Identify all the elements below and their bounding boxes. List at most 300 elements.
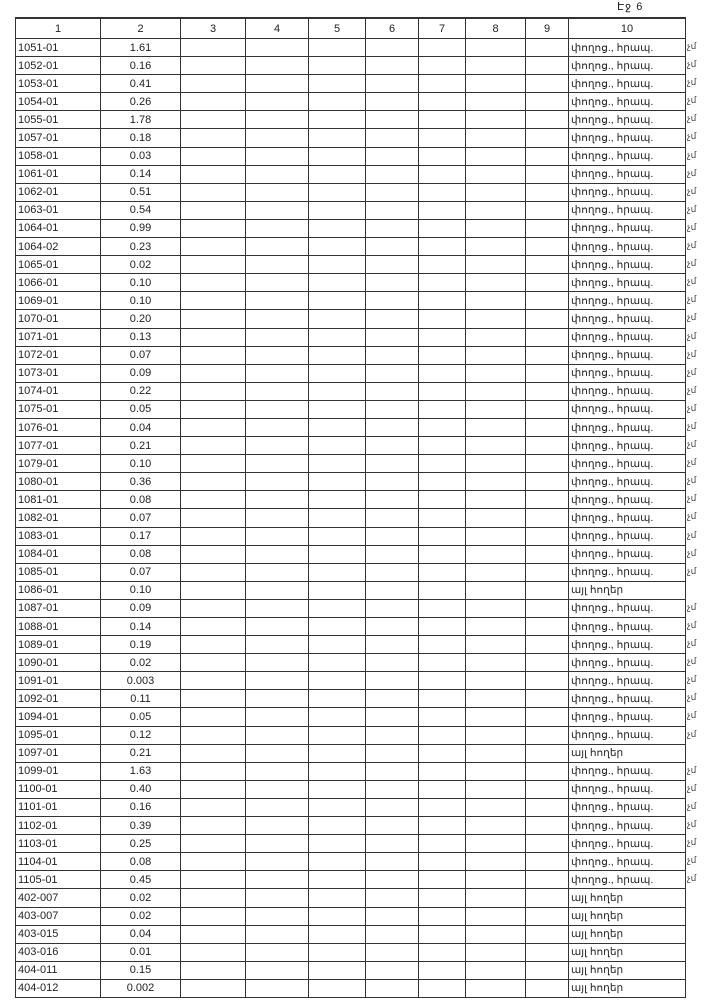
empty-cell-col5	[309, 853, 366, 871]
land-use-cell	[569, 961, 686, 979]
empty-cell-col9	[526, 93, 569, 111]
land-use: փողոց., հրապ.	[571, 692, 654, 705]
parcel-code: 1055-01	[16, 111, 101, 129]
empty-cell-col9	[526, 310, 569, 328]
empty-cell-col8	[466, 581, 526, 599]
area-value: 0.02	[101, 907, 181, 925]
land-use: փողոց., հրապ.	[571, 475, 654, 488]
empty-cell-col4	[246, 455, 309, 473]
empty-cell-col6	[366, 382, 419, 400]
area-value: 0.21	[101, 744, 181, 762]
empty-cell-col4	[246, 57, 309, 75]
area-value: 0.09	[101, 599, 181, 617]
margin-mark: չմ	[687, 439, 697, 450]
empty-cell-col8	[466, 382, 526, 400]
land-use: այլ հողեր	[571, 584, 624, 597]
empty-cell-col4	[246, 256, 309, 274]
empty-cell-col3	[181, 817, 246, 835]
table-row	[16, 527, 686, 545]
empty-cell-col9	[526, 75, 569, 93]
table-row	[16, 310, 686, 328]
empty-cell-col9	[526, 364, 569, 382]
empty-cell-col6	[366, 57, 419, 75]
parcel-code: 1064-01	[16, 219, 101, 237]
empty-cell-col7	[419, 889, 466, 907]
column-header: 6	[366, 18, 419, 39]
empty-cell-col8	[466, 563, 526, 581]
empty-cell-col6	[366, 853, 419, 871]
empty-cell-col3	[181, 75, 246, 93]
area-value: 0.10	[101, 581, 181, 599]
empty-cell-col6	[366, 925, 419, 943]
empty-cell-col6	[366, 708, 419, 726]
area-value: 0.41	[101, 75, 181, 93]
empty-cell-col6	[366, 654, 419, 672]
empty-cell-col4	[246, 762, 309, 780]
margin-mark: չմ	[687, 294, 697, 305]
empty-cell-col3	[181, 563, 246, 581]
parcel-code: 1092-01	[16, 690, 101, 708]
parcel-code: 1094-01	[16, 708, 101, 726]
area-value: 0.10	[101, 292, 181, 310]
land-use: փողոց., հրապ.	[571, 566, 654, 579]
margin-mark: չմ	[687, 131, 697, 142]
parcel-code: 1095-01	[16, 726, 101, 744]
empty-cell-col7	[419, 93, 466, 111]
empty-cell-col6	[366, 943, 419, 961]
parcel-code: 1102-01	[16, 817, 101, 835]
empty-cell-col9	[526, 744, 569, 762]
empty-cell-col4	[246, 744, 309, 762]
empty-cell-col6	[366, 599, 419, 617]
empty-cell-col5	[309, 201, 366, 219]
table-row	[16, 382, 686, 400]
empty-cell-col9	[526, 527, 569, 545]
empty-cell-col4	[246, 618, 309, 636]
area-value: 0.02	[101, 654, 181, 672]
empty-cell-col7	[419, 400, 466, 418]
land-use-cell	[569, 201, 697, 219]
empty-cell-col5	[309, 219, 366, 237]
empty-cell-col9	[526, 690, 569, 708]
margin-mark: չմ	[687, 240, 697, 251]
empty-cell-col5	[309, 491, 366, 509]
empty-cell-col8	[466, 509, 526, 527]
land-use: փողոց., հրապ.	[571, 620, 654, 633]
empty-cell-col3	[181, 346, 246, 364]
empty-cell-col9	[526, 889, 569, 907]
land-use: փողոց., հրապ.	[571, 783, 654, 796]
empty-cell-col5	[309, 563, 366, 581]
area-value: 0.002	[101, 979, 181, 997]
empty-cell-col5	[309, 690, 366, 708]
empty-cell-col9	[526, 129, 569, 147]
empty-cell-col9	[526, 382, 569, 400]
empty-cell-col5	[309, 93, 366, 111]
empty-cell-col6	[366, 563, 419, 581]
empty-cell-col9	[526, 817, 569, 835]
empty-cell-col3	[181, 726, 246, 744]
empty-cell-col6	[366, 400, 419, 418]
column-header: 2	[101, 18, 181, 39]
empty-cell-col3	[181, 382, 246, 400]
empty-cell-col8	[466, 961, 526, 979]
empty-cell-col5	[309, 907, 366, 925]
margin-mark: չմ	[687, 511, 697, 522]
land-use-cell	[569, 310, 697, 328]
empty-cell-col6	[366, 39, 419, 57]
empty-cell-col3	[181, 57, 246, 75]
parcel-code: 1080-01	[16, 473, 101, 491]
empty-cell-col5	[309, 111, 366, 129]
area-value: 0.04	[101, 418, 181, 436]
empty-cell-col3	[181, 762, 246, 780]
land-use: փողոց., հրապ.	[571, 855, 654, 868]
land-use-cell	[569, 57, 697, 75]
parcel-code: 1074-01	[16, 382, 101, 400]
empty-cell-col8	[466, 238, 526, 256]
table-row	[16, 835, 686, 853]
margin-mark: չմ	[687, 221, 697, 232]
empty-cell-col8	[466, 274, 526, 292]
margin-mark: չմ	[687, 203, 697, 214]
parcel-code: 1052-01	[16, 57, 101, 75]
empty-cell-col6	[366, 219, 419, 237]
empty-cell-col9	[526, 563, 569, 581]
empty-cell-col8	[466, 201, 526, 219]
empty-cell-col7	[419, 147, 466, 165]
margin-mark: չմ	[687, 149, 697, 160]
land-use-cell	[569, 527, 697, 545]
parcel-code: 1082-01	[16, 509, 101, 527]
area-value: 0.18	[101, 129, 181, 147]
empty-cell-col8	[466, 889, 526, 907]
empty-cell-col8	[466, 853, 526, 871]
land-use: այլ հողեր	[571, 964, 624, 977]
margin-mark: չմ	[687, 457, 697, 468]
land-use-cell	[569, 744, 686, 762]
land-use: փողոց., հրապ.	[571, 113, 654, 126]
empty-cell-col7	[419, 201, 466, 219]
parcel-code: 1101-01	[16, 798, 101, 816]
land-use: փողոց., հրապ.	[571, 222, 654, 235]
empty-cell-col7	[419, 219, 466, 237]
empty-cell-col6	[366, 418, 419, 436]
margin-mark: չմ	[687, 620, 697, 630]
margin-mark: չմ	[687, 873, 697, 884]
empty-cell-col6	[366, 527, 419, 545]
empty-cell-col6	[366, 636, 419, 654]
empty-cell-col7	[419, 256, 466, 274]
empty-cell-col3	[181, 310, 246, 328]
margin-mark: չմ	[687, 529, 697, 540]
land-use-cell	[569, 129, 697, 147]
empty-cell-col6	[366, 690, 419, 708]
empty-cell-col9	[526, 762, 569, 780]
empty-cell-col8	[466, 708, 526, 726]
land-use-cell	[569, 871, 697, 889]
empty-cell-col7	[419, 455, 466, 473]
empty-cell-col9	[526, 400, 569, 418]
area-value: 0.54	[101, 201, 181, 219]
empty-cell-col9	[526, 274, 569, 292]
empty-cell-col9	[526, 545, 569, 563]
empty-cell-col8	[466, 780, 526, 798]
empty-cell-col8	[466, 346, 526, 364]
table-row	[16, 654, 686, 672]
empty-cell-col9	[526, 708, 569, 726]
empty-cell-col9	[526, 111, 569, 129]
area-value: 0.05	[101, 400, 181, 418]
empty-cell-col7	[419, 165, 466, 183]
empty-cell-col5	[309, 726, 366, 744]
empty-cell-col7	[419, 618, 466, 636]
empty-cell-col3	[181, 835, 246, 853]
empty-cell-col7	[419, 437, 466, 455]
area-value: 0.13	[101, 328, 181, 346]
empty-cell-col5	[309, 798, 366, 816]
margin-mark: չմ	[687, 493, 697, 504]
margin-mark: չմ	[687, 384, 697, 395]
land-use-cell	[569, 238, 697, 256]
margin-mark: չմ	[687, 185, 697, 196]
empty-cell-col8	[466, 418, 526, 436]
empty-cell-col4	[246, 871, 309, 889]
empty-cell-col4	[246, 491, 309, 509]
parcel-code: 1104-01	[16, 853, 101, 871]
land-use-cell	[569, 835, 697, 853]
land-use-cell	[569, 292, 697, 310]
empty-cell-col7	[419, 473, 466, 491]
empty-cell-col9	[526, 328, 569, 346]
land-use-cell	[569, 165, 697, 183]
area-value: 0.16	[101, 57, 181, 75]
empty-cell-col5	[309, 654, 366, 672]
margin-mark: չմ	[687, 855, 697, 866]
empty-cell-col4	[246, 853, 309, 871]
land-use-cell	[569, 93, 697, 111]
empty-cell-col9	[526, 853, 569, 871]
empty-cell-col4	[246, 39, 309, 57]
margin-mark: չմ	[687, 800, 697, 811]
empty-cell-col7	[419, 690, 466, 708]
empty-cell-col5	[309, 455, 366, 473]
empty-cell-col7	[419, 726, 466, 744]
empty-cell-col7	[419, 39, 466, 57]
parcel-code: 1061-01	[16, 165, 101, 183]
land-use: փողոց., հրապ.	[571, 132, 654, 145]
empty-cell-col8	[466, 744, 526, 762]
empty-cell-col5	[309, 400, 366, 418]
table-row	[16, 853, 686, 871]
margin-mark: չմ	[687, 565, 697, 576]
empty-cell-col7	[419, 654, 466, 672]
empty-cell-col6	[366, 238, 419, 256]
land-table	[15, 17, 697, 998]
empty-cell-col9	[526, 418, 569, 436]
margin-mark: չմ	[687, 312, 697, 323]
land-use-cell	[569, 654, 697, 672]
table-row	[16, 437, 686, 455]
parcel-code: 404-012	[16, 979, 101, 997]
margin-mark: չմ	[687, 819, 697, 830]
column-header: 5	[309, 18, 366, 39]
land-use-cell	[569, 943, 686, 961]
empty-cell-col6	[366, 473, 419, 491]
empty-cell-col3	[181, 925, 246, 943]
land-use: փողոց., հրապ.	[571, 385, 654, 398]
area-value: 0.07	[101, 346, 181, 364]
land-use: փողոց., հրապ.	[571, 873, 654, 886]
land-use: այլ հողեր	[571, 928, 624, 941]
land-use: այլ հողեր	[571, 982, 624, 995]
table-row	[16, 219, 686, 237]
area-value: 0.03	[101, 147, 181, 165]
land-use-cell	[569, 581, 686, 599]
empty-cell-col4	[246, 672, 309, 690]
empty-cell-col5	[309, 473, 366, 491]
empty-cell-col8	[466, 111, 526, 129]
empty-cell-col3	[181, 418, 246, 436]
area-value: 0.25	[101, 835, 181, 853]
area-value: 0.16	[101, 798, 181, 816]
empty-cell-col8	[466, 437, 526, 455]
table-row	[16, 364, 686, 382]
empty-cell-col9	[526, 346, 569, 364]
margin-mark: չմ	[687, 710, 697, 721]
parcel-code: 1077-01	[16, 437, 101, 455]
empty-cell-col3	[181, 437, 246, 455]
land-use-cell	[569, 979, 686, 997]
margin-mark: չմ	[687, 258, 697, 269]
land-use-cell	[569, 39, 697, 57]
empty-cell-col3	[181, 798, 246, 816]
empty-cell-col4	[246, 907, 309, 925]
parcel-code: 1084-01	[16, 545, 101, 563]
land-use-cell	[569, 274, 697, 292]
area-value: 0.40	[101, 780, 181, 798]
empty-cell-col3	[181, 93, 246, 111]
margin-mark: չմ	[687, 420, 697, 431]
table-row	[16, 636, 686, 654]
table-row	[16, 129, 686, 147]
land-use: փողոց., հրապ.	[571, 95, 654, 108]
land-use-cell	[569, 889, 686, 907]
margin-mark: չմ	[687, 837, 697, 848]
table-row	[16, 346, 686, 364]
area-value: 0.36	[101, 473, 181, 491]
empty-cell-col8	[466, 183, 526, 201]
empty-cell-col9	[526, 979, 569, 997]
parcel-code: 403-016	[16, 943, 101, 961]
area-value: 0.99	[101, 219, 181, 237]
empty-cell-col8	[466, 328, 526, 346]
empty-cell-col8	[466, 455, 526, 473]
table-row	[16, 509, 686, 527]
empty-cell-col5	[309, 545, 366, 563]
table-row	[16, 165, 686, 183]
empty-cell-col6	[366, 744, 419, 762]
empty-cell-col7	[419, 907, 466, 925]
land-use: փողոց., հրապ.	[571, 59, 654, 72]
empty-cell-col5	[309, 382, 366, 400]
empty-cell-col4	[246, 545, 309, 563]
land-use: փողոց., հրապ.	[571, 331, 654, 344]
parcel-code: 1086-01	[16, 581, 101, 599]
land-use: փողոց., հրապ.	[571, 674, 654, 687]
empty-cell-col9	[526, 871, 569, 889]
parcel-code: 1087-01	[16, 599, 101, 617]
empty-cell-col8	[466, 762, 526, 780]
empty-cell-col6	[366, 871, 419, 889]
empty-cell-col6	[366, 889, 419, 907]
empty-cell-col5	[309, 364, 366, 382]
empty-cell-col9	[526, 599, 569, 617]
empty-cell-col4	[246, 292, 309, 310]
empty-cell-col9	[526, 39, 569, 57]
empty-cell-col7	[419, 545, 466, 563]
empty-cell-col8	[466, 925, 526, 943]
land-use: փողոց., հրապ.	[571, 77, 654, 90]
table-row	[16, 925, 686, 943]
parcel-code: 1057-01	[16, 129, 101, 147]
empty-cell-col3	[181, 690, 246, 708]
empty-cell-col4	[246, 201, 309, 219]
empty-cell-col5	[309, 889, 366, 907]
column-header: 10	[569, 18, 686, 39]
land-use: փողոց., հրապ.	[571, 41, 654, 54]
empty-cell-col7	[419, 961, 466, 979]
empty-cell-col5	[309, 581, 366, 599]
empty-cell-col6	[366, 979, 419, 997]
empty-cell-col4	[246, 817, 309, 835]
parcel-code: 1062-01	[16, 183, 101, 201]
land-use: փողոց., հրապ.	[571, 312, 654, 325]
empty-cell-col4	[246, 346, 309, 364]
empty-cell-col9	[526, 455, 569, 473]
empty-cell-col3	[181, 39, 246, 57]
empty-cell-col3	[181, 364, 246, 382]
area-value: 0.45	[101, 871, 181, 889]
land-use-cell	[569, 817, 697, 835]
empty-cell-col7	[419, 780, 466, 798]
empty-cell-col8	[466, 75, 526, 93]
empty-cell-col6	[366, 292, 419, 310]
area-value: 0.10	[101, 455, 181, 473]
table-row	[16, 418, 686, 436]
table-row	[16, 817, 686, 835]
area-value: 0.15	[101, 961, 181, 979]
empty-cell-col5	[309, 636, 366, 654]
margin-mark: չմ	[687, 547, 697, 558]
empty-cell-col3	[181, 636, 246, 654]
area-value: 0.23	[101, 238, 181, 256]
empty-cell-col5	[309, 129, 366, 147]
land-use-cell	[569, 907, 686, 925]
parcel-code: 1076-01	[16, 418, 101, 436]
empty-cell-col4	[246, 129, 309, 147]
empty-cell-col7	[419, 943, 466, 961]
area-value: 0.51	[101, 183, 181, 201]
empty-cell-col4	[246, 726, 309, 744]
area-value: 1.63	[101, 762, 181, 780]
table-row	[16, 889, 686, 907]
area-value: 0.21	[101, 437, 181, 455]
empty-cell-col3	[181, 853, 246, 871]
table-row	[16, 147, 686, 165]
empty-cell-col9	[526, 57, 569, 75]
empty-cell-col5	[309, 871, 366, 889]
